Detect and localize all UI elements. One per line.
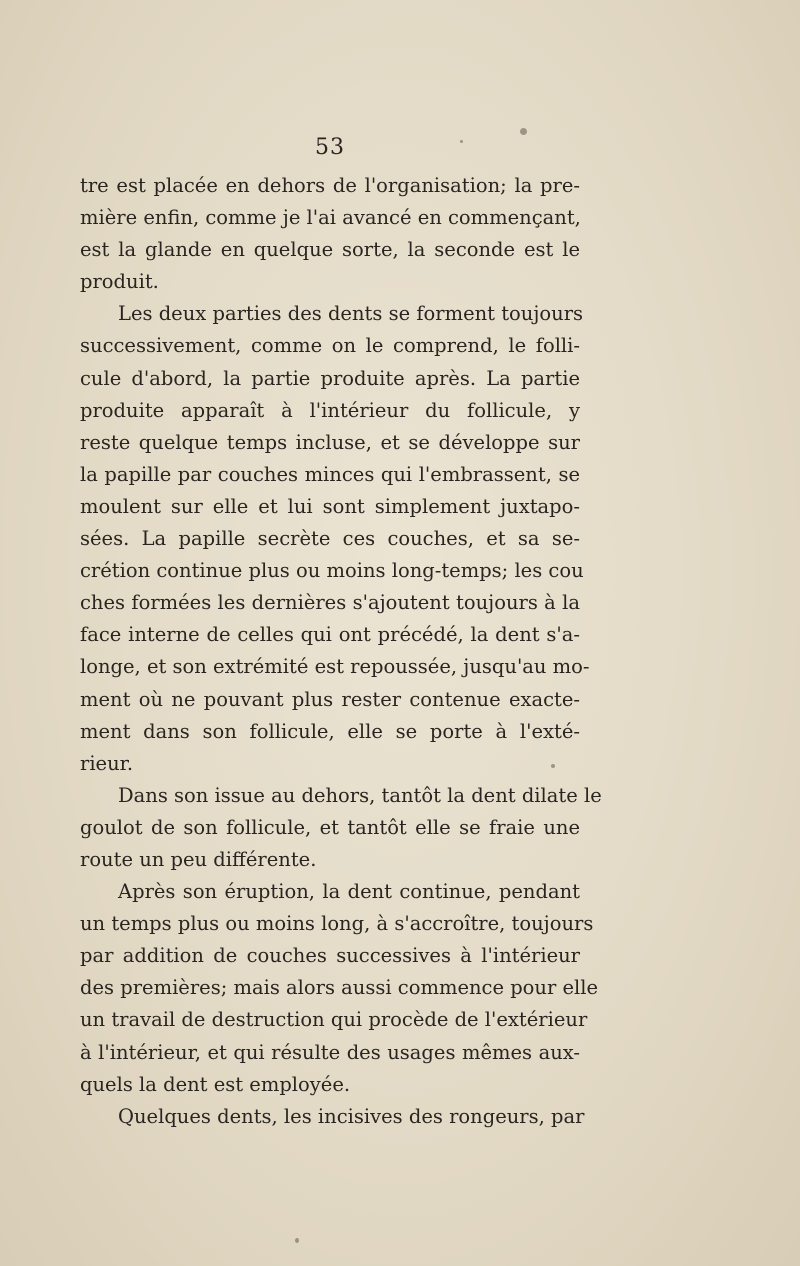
text-line: sées. La papille secrète ces couches, et sa se- [80,527,580,551]
text-line: est la glande en quelque sorte, la seconde est le [80,238,580,262]
text-line: longe, et son extrémité est repoussée, jusqu'au mo- [80,655,590,679]
paper-speck [295,1238,299,1243]
body-text [80,170,602,1133]
text-line: à l'intérieur, et qui résulte des usages mêmes aux- [80,1040,580,1064]
text-line: successivement, comme on le comprend, le folli- [80,334,580,358]
text-line: cule d'abord, la partie produite après. La partie [80,366,580,390]
paragraph-start-line: Les deux parties des dents se forment toujours [118,302,584,326]
text-line: quels la dent est employée. [80,1072,351,1096]
text-line: un travail de destruction qui procède de l'extérieur [80,1008,588,1032]
text-line: un temps plus ou moins long, à s'accroître, toujours [80,912,594,936]
text-line: reste quelque temps incluse, et se développe sur [80,430,580,454]
text-line: des premières; mais alors aussi commence pour elle [80,976,599,1000]
text-line: face interne de celles qui ont précédé, la dent s'a- [80,623,580,647]
text-line: produite apparaît à l'intérieur du follicule, y [80,398,580,422]
page-number: 53 [315,135,345,160]
paragraph-start-line: Après son éruption, la dent continue, pendant [118,880,580,904]
text-line: route un peu différente. [80,847,317,871]
paper-speck [551,764,555,768]
text-line: ches formées les dernières s'ajoutent toujours à la [80,591,580,615]
text-line: goulot de son follicule, et tantôt elle se fraie une [80,815,580,839]
text-line: mière enfin, comme je l'ai avancé en commençant, [80,206,581,230]
text-line: la papille par couches minces qui l'embrassent, se [80,462,580,486]
paragraph-start-line: Dans son issue au dehors, tantôt la dent dilate le [118,783,602,807]
text-line: crétion continue plus ou moins long-temps; les cou [80,559,584,583]
paper-speck [520,128,527,135]
paper-speck [460,140,463,143]
text-line: produit. [80,270,159,294]
text-line: ment où ne pouvant plus rester contenue exacte- [80,687,580,711]
text-line: moulent sur elle et lui sont simplement juxtapo- [80,494,580,518]
paragraph-start-line: Quelques dents, les incisives des rongeurs, par [118,1104,585,1128]
text-line: par addition de couches successives à l'intérieur [80,944,580,968]
text-line: tre est placée en dehors de l'organisation; la pre- [80,174,580,197]
text-line: rieur. [80,751,134,775]
text-line: ment dans son follicule, elle se porte à l'exté- [80,719,580,743]
